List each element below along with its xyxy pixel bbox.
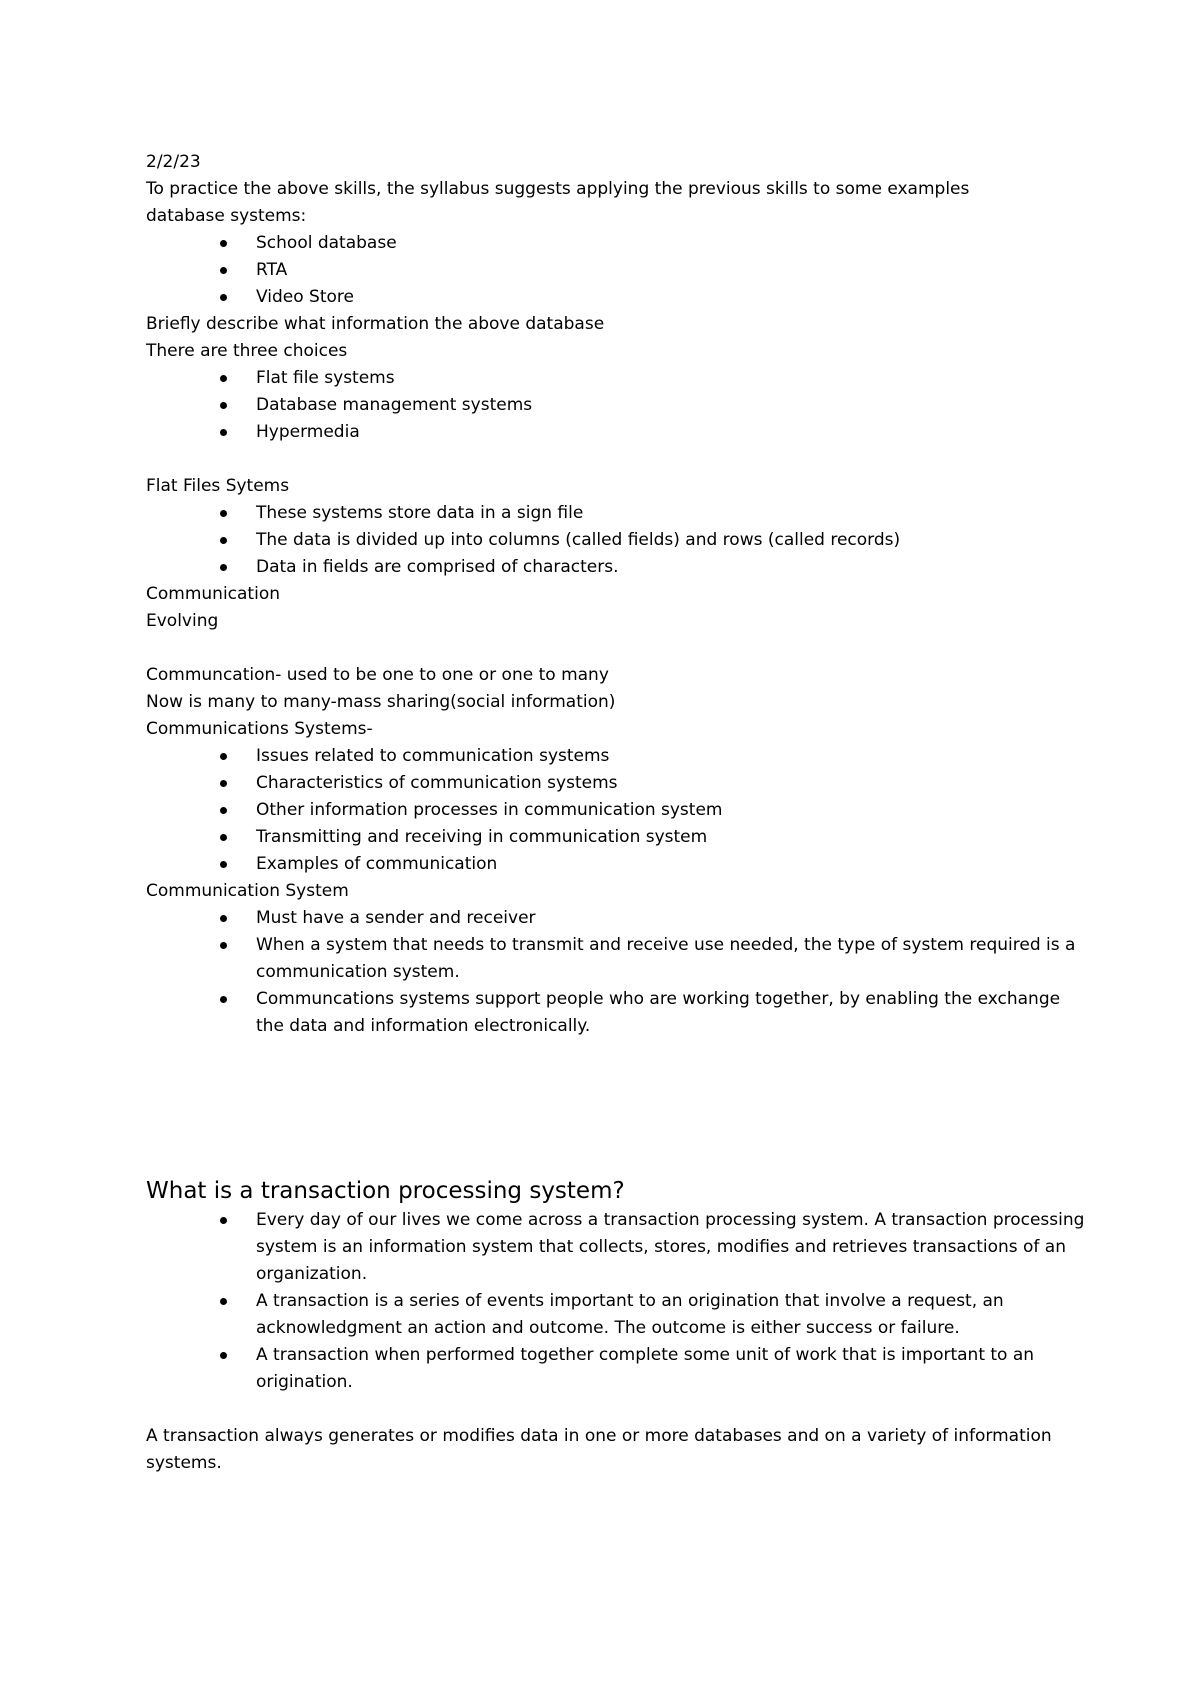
bullet-icon: [220, 861, 227, 868]
bullet-icon: [220, 834, 227, 841]
list-item: These systems store data in a sign file: [146, 500, 1086, 527]
bullet-icon: [220, 807, 227, 814]
list-item: Characteristics of communication systems: [146, 770, 1086, 797]
blank-line: [146, 1396, 1086, 1423]
comm-systems-list: [146, 743, 1086, 878]
list-item: Communcations systems support people who are working together, by enabling the exchange the data and information electronically.: [146, 986, 1086, 1040]
list-item: Other information processes in communication system: [146, 797, 1086, 824]
tps-closing: A transaction always generates or modifies data in one or more databases and on a variety of information systems.: [146, 1426, 1052, 1473]
list-item: A transaction is a series of events important to an origination that involve a request, an acknowledgment an action and outcome. The outcome is either success or failure.: [146, 1288, 1086, 1342]
bullet-icon: [220, 753, 227, 760]
describe-line: Briefly describe what information the above database: [146, 314, 605, 334]
choices-title: There are three choices: [146, 341, 348, 361]
list-item: Issues related to communication systems: [146, 743, 1086, 770]
flat-files-title: Flat Files Sytems: [146, 476, 290, 496]
list-item: When a system that needs to transmit and receive use needed, the type of system required is a communication system.: [146, 932, 1086, 986]
date-line: 2/2/23: [146, 152, 201, 172]
list-item: Hypermedia: [146, 419, 1086, 446]
tps-heading: What is a transaction processing system?: [146, 1178, 625, 1204]
communcation-line: Communcation- used to be one to one or one to many: [146, 665, 609, 685]
bullet-icon: [220, 1352, 227, 1359]
now-line: Now is many to many-mass sharing(social information): [146, 692, 616, 712]
list-item: Flat file systems: [146, 365, 1086, 392]
bullet-icon: [220, 942, 227, 949]
section-gap: [146, 1040, 1086, 1175]
bullet-icon: [220, 1298, 227, 1305]
bullet-icon: [220, 240, 227, 247]
blank-line: [146, 446, 1086, 473]
flat-files-list: [146, 500, 1086, 581]
bullet-icon: [220, 1217, 227, 1224]
bullet-icon: [220, 996, 227, 1003]
choices-list: [146, 365, 1086, 446]
list-item: Must have a sender and receiver: [146, 905, 1086, 932]
comm-systems-title: Communications Systems-: [146, 719, 373, 739]
bullet-icon: [220, 375, 227, 382]
list-item: Examples of communication: [146, 851, 1086, 878]
bullet-icon: [220, 429, 227, 436]
intro-line-1: To practice the above skills, the syllabus suggests applying the previous skills to some examples: [146, 179, 970, 199]
bullet-icon: [220, 510, 227, 517]
list-item: Transmitting and receiving in communication system: [146, 824, 1086, 851]
bullet-icon: [220, 564, 227, 571]
list-item: Database management systems: [146, 392, 1086, 419]
evolving-label: Evolving: [146, 611, 219, 631]
bullet-icon: [220, 537, 227, 544]
list-item: The data is divided up into columns (called fields) and rows (called records): [146, 527, 1086, 554]
intro-line-2: database systems:: [146, 206, 307, 226]
list-item: School database: [146, 230, 1086, 257]
blank-line: [146, 635, 1086, 662]
bullet-icon: [220, 780, 227, 787]
list-item: RTA: [146, 257, 1086, 284]
communication-label: Communication: [146, 584, 280, 604]
bullet-icon: [220, 402, 227, 409]
bullet-icon: [220, 294, 227, 301]
document-body: [146, 149, 1086, 1477]
comm-system-title: Communication System: [146, 881, 349, 901]
list-item: Video Store: [146, 284, 1086, 311]
comm-system-list: [146, 905, 1086, 1040]
list-item: A transaction when performed together complete some unit of work that is important to an origination.: [146, 1342, 1086, 1396]
list-item: Data in fields are comprised of characters.: [146, 554, 1086, 581]
examples-list: [146, 230, 1086, 311]
tps-list: [146, 1207, 1086, 1396]
bullet-icon: [220, 915, 227, 922]
bullet-icon: [220, 267, 227, 274]
list-item: Every day of our lives we come across a transaction processing system. A transaction processing system is an information system that collects, stores, modifies and retrieves transactions of an organization.: [146, 1207, 1086, 1288]
